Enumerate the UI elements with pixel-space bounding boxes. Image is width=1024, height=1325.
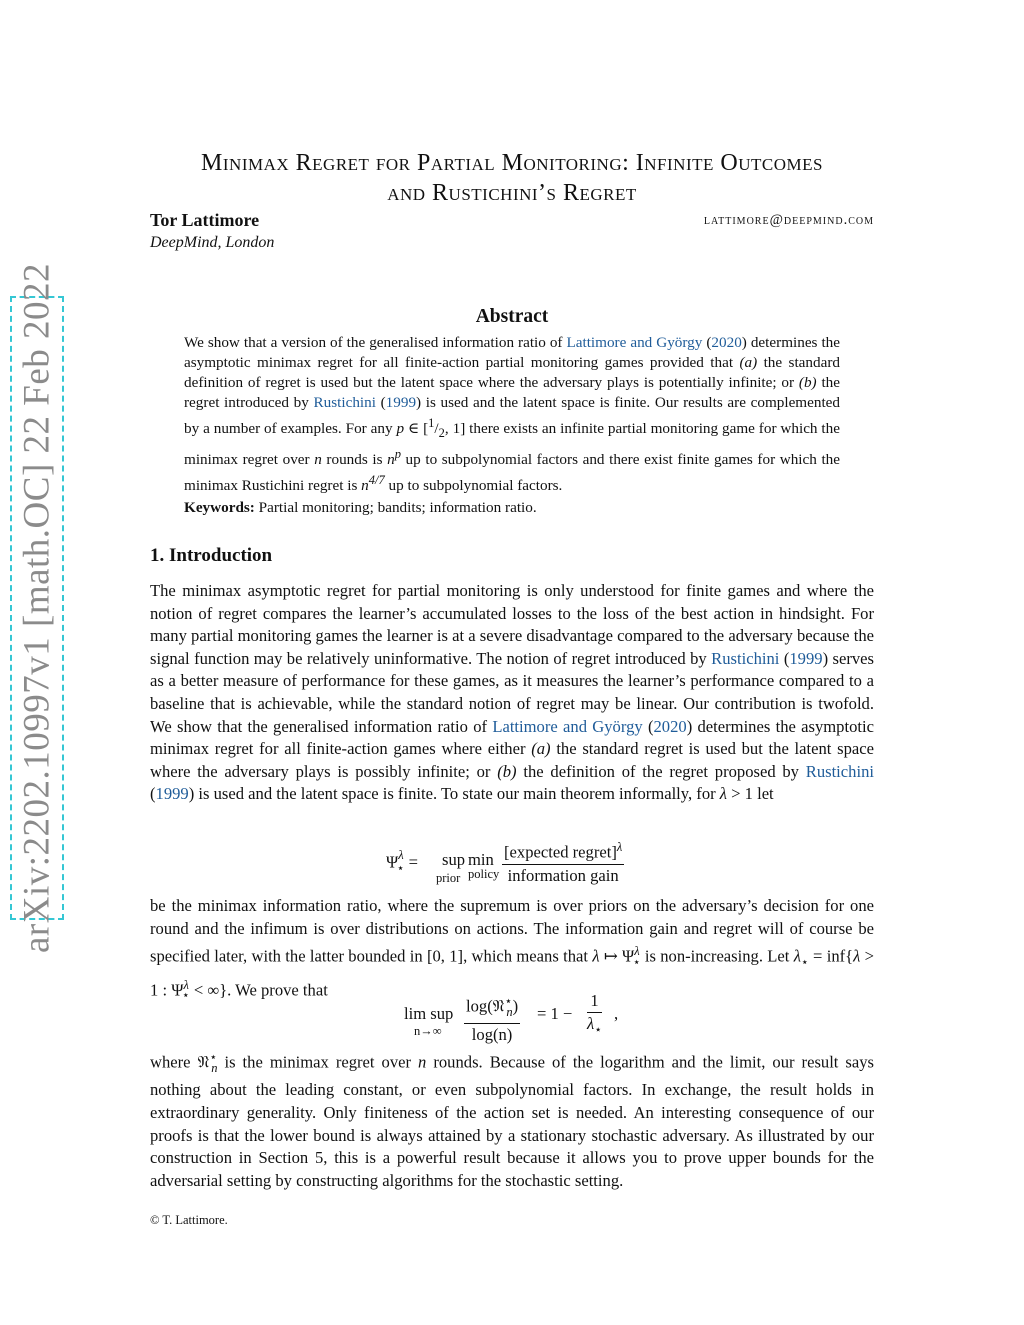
body-text: rounds. Because of the logarithm and the limit, our result says nothing about the leading constant, or even subpolynomial factors. In exchange, the result holds in extraordinary generality. Only finiteness of the action set is needed. An interesting consequence of our proofs is that the lower bound is always attained by a stationary stochastic adversary. As illustrated by our construction in Section 5, this is a powerful result because it allows you to prove upper bounds for the adversarial setting by constructing algorithms for the stochastic setting. [150, 1052, 875, 1190]
eq-min-subscript: policy [468, 867, 500, 881]
body-text: the definition of the regret proposed by [516, 761, 806, 781]
copyright-footer: © T. Lattimore. [150, 1213, 228, 1227]
abstract-text: up to subpolynomial factors and there exist finite games for which the minimax Rustichini regret is [184, 450, 841, 494]
eq-denominator: information gain [507, 865, 619, 885]
abstract-text: We show that a version of the generalised information ratio of [184, 334, 567, 351]
citation-link-rustichini[interactable]: Rustichini [711, 648, 780, 668]
body-text: is non-increasing. Let [640, 946, 794, 966]
author-email: lattimore@deepmind.com [703, 212, 874, 228]
case-a-label: (a) [531, 739, 551, 759]
keywords-line [184, 498, 840, 518]
eq-denominator: log(n) [471, 1024, 513, 1044]
eq-sup-operator: sup [442, 850, 466, 869]
intro-paragraph-1: The minimax asymptotic regret for partial monitoring is only understood for finite games and where the notion of regret compares the learner’s accumulated losses to the loss of the best action in hindsight. For many partial monitoring games the learner is at a severe disadvantage compared to the adversary because the signal function may be relatively uninformative. The notion of regret introduced by Rustichini (1999) serves as a better measure of performance for these games, as it measures the learner’s performance compared to a baseline that is achievable, while the standard notion of regret may be linear. Our contribution is twofold. We show that the generalised information ratio of Lattimore and György (2020) determines the asymptotic minimax regret for all finite-action games where either (a) the standard regret is used but the latent space where the adversary plays is possibly infinite; or (b) the definition of the regret proposed by Rustichini (1999) is used and the latent space is finite. To state our main theorem informally, for λ > 1 let [150, 581, 874, 804]
citation-year-2020[interactable]: 2020 [711, 334, 742, 351]
section-heading-introduction: 1. Introduction [150, 545, 273, 566]
body-text: the standard regret is used but the latent space where the adversary plays is possibly infinite; or [150, 739, 874, 781]
abstract-text: determines the asymptotic minimax regret for all finite-action partial monitoring games provided that [184, 334, 841, 372]
citation-year-1999[interactable]: 1999 [155, 784, 189, 804]
body-text: let [752, 784, 774, 804]
citation-year-1999[interactable]: 1999 [385, 394, 417, 412]
body-text: The minimax asymptotic regret for partial monitoring is only understood for finite games and where the notion of regret compares the learner’s accumulated losses to the loss of the best action in hindsight. For many partial monitoring games the learner is at a severe disadvantage compared to the adversary because the signal function may be relatively uninformative. The notion of regret introduced by [150, 581, 874, 668]
eq-fraction: $\frac{[expected regret]^\lambda}{\text{information gain}}$ [502, 836, 624, 887]
body-text: , which means that [463, 946, 593, 966]
eq-numerator: log(𝔑 [466, 996, 505, 1016]
eq-sup-subscript: prior [436, 871, 461, 885]
eq-numerator: [expected regret] [504, 842, 617, 862]
equation-main-result: lim sup n→∞ $\frac{\log(𝔑^⋆_n)}{\log(n)}$ = 1 − $\frac{1}{\lambda_⋆}$ , [404, 991, 619, 1044]
abstract-paragraph: We show that a version of the generalised information ratio of Lattimore and György (2020) determines the asymptotic minimax regret for all finite-action partial monitoring games provided that (a) the standard definition of regret is used but the latent space where the adversary plays is potentially infinite; or (b) the regret introduced by Rustichini (1999) is used and the latent space is finite. Our results are complemented by a number of examples. For any p ∈ [$^1/_2$, 1] there exists an infinite partial monitoring game for which the minimax regret over n rounds is $n^p$ up to subpolynomial factors and there exist finite games for which the minimax Rustichini regret is $n^{4/7}$ up to subpolynomial factors. [184, 334, 841, 494]
abstract-text: the regret introduced by [184, 374, 840, 412]
abstract-body [184, 333, 840, 518]
case-a-label: (a) [739, 354, 758, 372]
title-line-1: Minimax Regret for Partial Monitoring: Infinite Outcomes [201, 150, 823, 176]
case-b-label: (b) [497, 761, 517, 781]
abstract-text: rounds is [321, 450, 388, 468]
body-text: is the minimax regret over [217, 1052, 419, 1072]
abstract-text: there exists an infinite partial monitoring game for which the minimax regret over [184, 420, 840, 468]
citation-link-rustichini[interactable]: Rustichini [805, 761, 874, 781]
arxiv-identifier: arXiv:2202.10997v1 [math.OC] 22 Feb 2022 [16, 262, 58, 954]
abstract-text: is used and the latent space is finite. Our results are complemented by a number of examples. For any [184, 394, 841, 438]
abstract-text: the standard definition of regret is used but the latent space where the adversary plays is potentially infinite; or [184, 354, 840, 392]
citation-year-2020[interactable]: 2020 [653, 716, 687, 736]
paper-title [140, 148, 884, 208]
title-line-2: and Rustichini’s Regret [387, 180, 637, 206]
abstract-text: up to subpolynomial factors. [384, 476, 563, 494]
eq-limsup-operator: lim sup [404, 1004, 454, 1023]
abstract-heading: Abstract [475, 306, 549, 327]
body-text: be the minimax information ratio, where the supremum is over priors on the adversary’s decision for one round and the infimum is over distributions on actions. The information gain and regret will of course be specified later, with the latter bounded in [150, 896, 874, 966]
body-text: serves as a better measure of performance for these games, as it measures the learner’s performance compared to a baseline that is achievable, while the standard notion of regret may be linear. Our contribution is twofold. We show that the generalised information ratio of [150, 648, 874, 736]
citation-link-lattimore-gyorgy[interactable]: Lattimore and György [566, 334, 703, 351]
intro-paragraph-2: be the minimax information ratio, where the supremum is over priors on the adversary’s decision for one round and the infimum is over distributions on actions. The information gain and regret will of course be specified later, with the latter bounded in [0, 1], which means that λ ↦ $\Psi^\lambda_⋆$ is non-increasing. Let $\lambda_⋆ = inf\{\lambda > 1$ : $\Psi^\lambda_⋆$ < ∞}. We prove that [150, 896, 874, 1003]
case-b-label: (b) [798, 374, 817, 392]
author-affiliation: DeepMind, London [150, 234, 275, 251]
citation-link-lattimore-gyorgy[interactable]: Lattimore and György [492, 716, 643, 736]
body-text: . We prove that [227, 980, 328, 1000]
eq-min-operator: min [468, 850, 494, 869]
body-text: is used and the latent space is finite. To state our main theorem informally, for [194, 784, 720, 804]
body-text: where [150, 1052, 198, 1072]
equation-information-ratio: $\Psi^\lambda_⋆$ = sup min prior policy $\frac{[expected regret]^\lambda}{\text{information gain}}$ [386, 836, 646, 890]
body-text: determines the asymptotic minimax regret for all finite-action games where either [150, 716, 874, 759]
citation-link-rustichini[interactable]: Rustichini [313, 394, 376, 412]
author-name: Tor Lattimore [150, 210, 260, 230]
citation-year-1999[interactable]: 1999 [789, 648, 823, 668]
intro-paragraph-3: where 𝔑⋆$_n$ is the minimax regret over n rounds. Because of the logarithm and the limit, our result says nothing about the leading constant, or even subpolynomial factors. In exchange, the result holds in extraordinary generality. Only finiteness of the action set is needed. An interesting consequence of our proofs is that the lower bound is always attained by a stationary stochastic adversary. As illustrated by our construction in Section 5, this is a powerful result because it allows you to prove upper bounds for the adversarial setting by constructing algorithms for the stochastic setting. [150, 1050, 875, 1190]
eq-limsup-subscript: n→∞ [414, 1024, 442, 1038]
keywords-label: Keywords: [184, 498, 255, 516]
keywords-text: Partial monitoring; bandits; information ratio. [254, 498, 537, 516]
